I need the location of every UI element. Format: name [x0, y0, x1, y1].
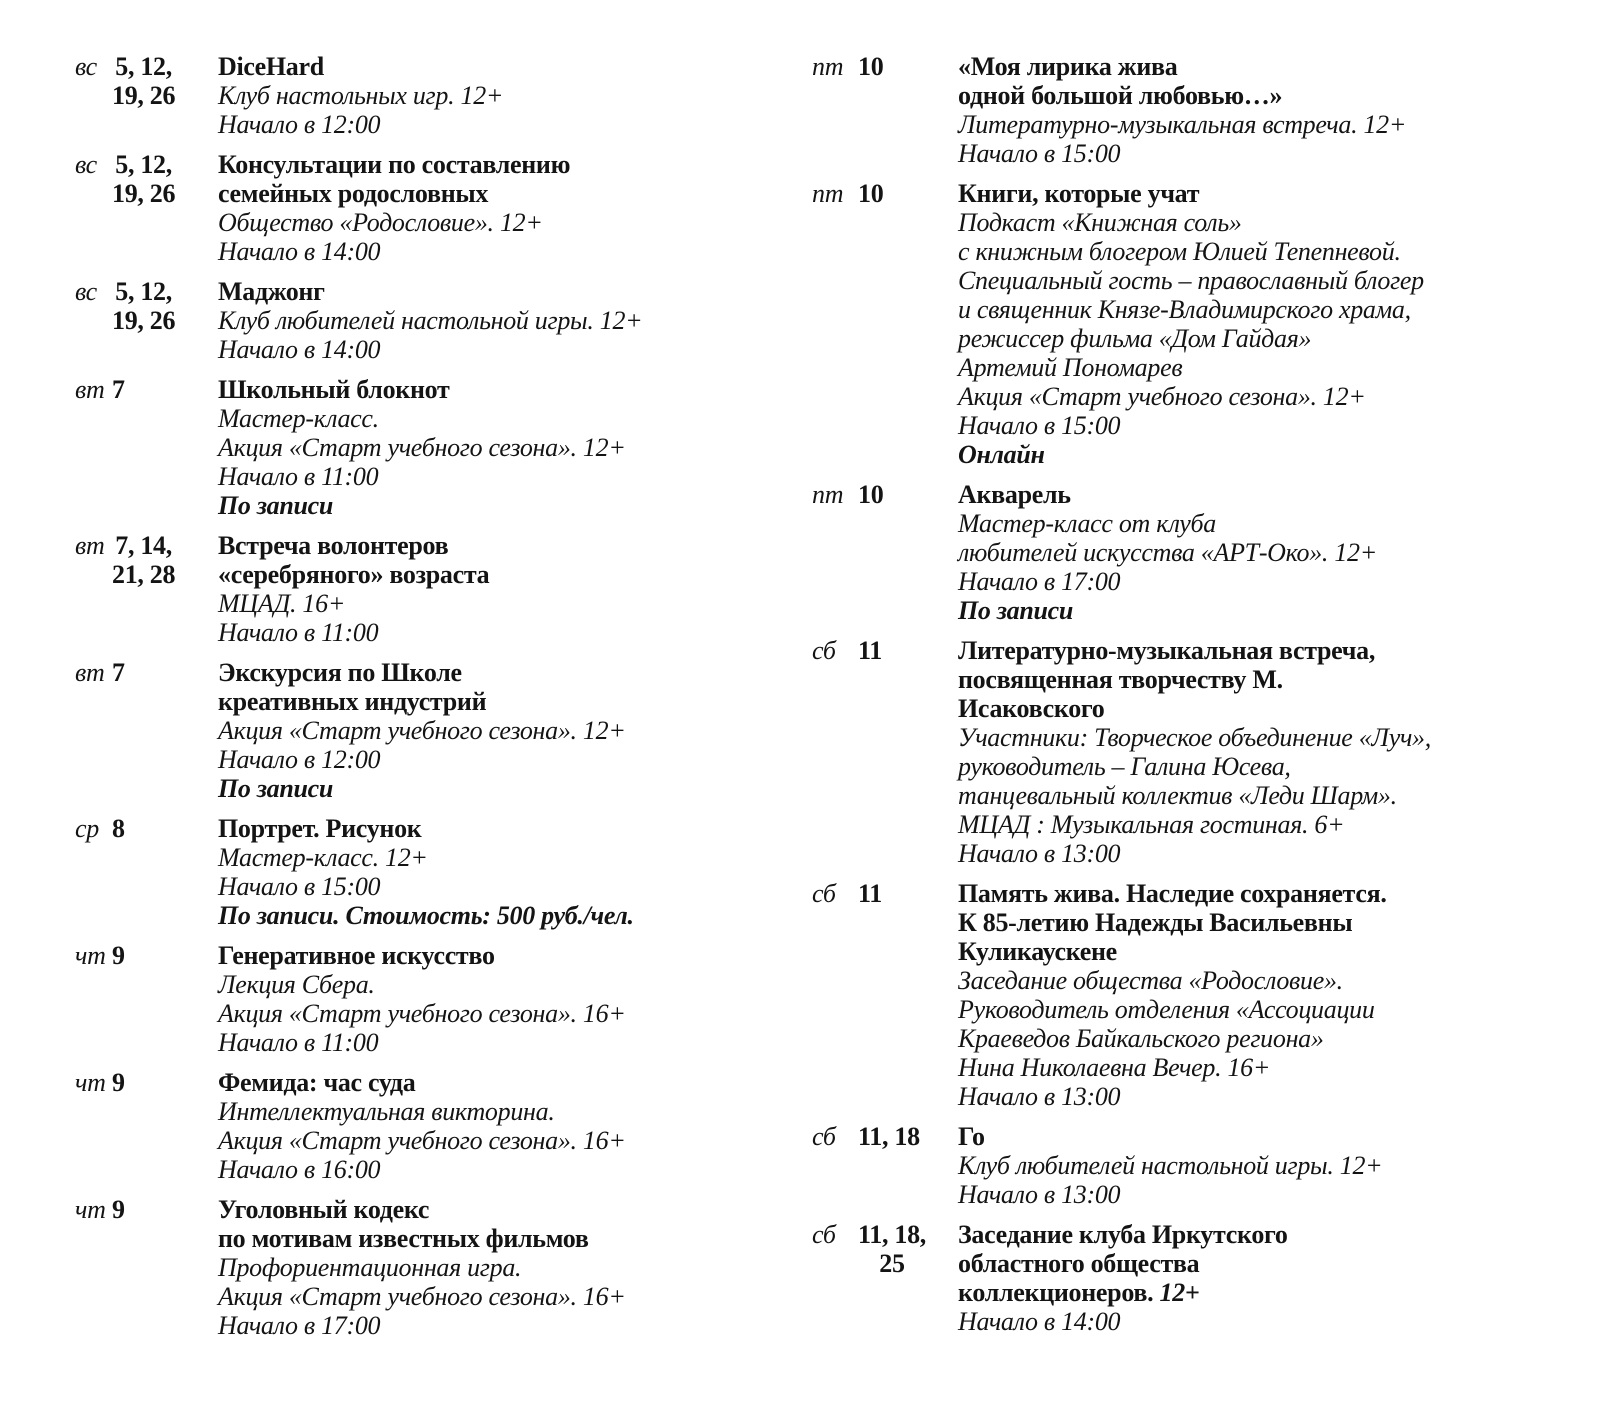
- event-desc-line: Краеведов Байкальского региона»: [958, 1024, 1324, 1053]
- event-desc-line: и священник Князе-Владимирского храма,: [958, 295, 1411, 324]
- event-title-line: Портрет. Рисунок: [218, 814, 422, 843]
- event-date-line: 9: [112, 1068, 125, 1097]
- schedule-column-left: [75, 52, 737, 1340]
- event-date-line: 5, 12,: [115, 150, 172, 179]
- event-day-abbrev: вт: [75, 375, 105, 404]
- event-date-cell: [812, 179, 958, 208]
- event-date-line: 7: [112, 375, 125, 404]
- event-day-abbrev: вт: [75, 531, 105, 560]
- event-desc-line: руководитель – Галина Юсева,: [958, 752, 1291, 781]
- event-dates: [112, 52, 175, 110]
- event-date-cell: [75, 531, 218, 589]
- event-day-abbrev: сб: [812, 1122, 836, 1151]
- event-day-abbrev: вс: [75, 52, 97, 81]
- event-day-abbrev: сб: [812, 636, 836, 665]
- event-date-cell: [812, 879, 958, 908]
- event-row: [75, 375, 737, 520]
- event-desc-line: Акция «Старт учебного сезона». 12+: [958, 382, 1366, 411]
- event-desc-line: Начало в 12:00: [218, 745, 381, 774]
- event-title-line: областного общества: [958, 1249, 1200, 1278]
- event-note-line: По записи: [958, 596, 1074, 625]
- event-day-abbrev: чт: [75, 1068, 106, 1097]
- event-title-line: Консультации по составлению: [218, 150, 571, 179]
- event-desc-line: Мастер-класс. 12+: [218, 843, 428, 872]
- event-date-line: 11: [858, 636, 882, 665]
- event-desc-line: танцевальный коллектив «Леди Шарм».: [958, 781, 1397, 810]
- event-date-line: 9: [112, 941, 125, 970]
- event-date-cell: [75, 814, 218, 843]
- event-row: [75, 52, 737, 139]
- event-dates: [858, 636, 882, 665]
- event-content: [958, 1220, 1522, 1336]
- event-desc-line: Начало в 11:00: [218, 618, 379, 647]
- event-desc-line: Руководитель отделения «Ассоциации: [958, 995, 1375, 1024]
- event-row: [812, 636, 1522, 868]
- event-row: [75, 150, 737, 266]
- event-note-line: Онлайн: [958, 440, 1045, 469]
- event-desc-line: Начало в 13:00: [958, 839, 1121, 868]
- event-content: [958, 480, 1522, 625]
- event-row: [812, 1122, 1522, 1209]
- event-desc-line: Заседание общества «Родословие».: [958, 966, 1343, 995]
- event-title-line: Заседание клуба Иркутского: [958, 1220, 1288, 1249]
- event-title-line: Школьный блокнот: [218, 375, 450, 404]
- event-desc-line: Клуб настольных игр. 12+: [218, 81, 504, 110]
- event-date-line: 25: [879, 1249, 905, 1278]
- event-desc-line: Специальный гость – православный блогер: [958, 266, 1424, 295]
- event-title-line: Го: [958, 1122, 985, 1151]
- event-row: [75, 277, 737, 364]
- event-title-line: коллекционеров. 12+: [958, 1278, 1200, 1307]
- event-desc-line: Начало в 13:00: [958, 1082, 1121, 1111]
- event-date-line: 11: [858, 879, 882, 908]
- event-row: [75, 941, 737, 1057]
- event-note-line: По записи. Стоимость: 500 руб./чел.: [218, 901, 634, 930]
- event-content: [958, 1122, 1522, 1209]
- event-date-line: 10: [858, 480, 884, 509]
- event-desc-line: Начало в 13:00: [958, 1180, 1121, 1209]
- event-title-line: «Моя лирика жива: [958, 52, 1178, 81]
- event-desc-line: Начало в 17:00: [958, 567, 1121, 596]
- event-desc-line: МЦАД : Музыкальная гостиная. 6+: [958, 810, 1345, 839]
- event-content: [218, 375, 737, 520]
- event-desc-line: Артемий Пономарев: [958, 353, 1183, 382]
- event-day-abbrev: чт: [75, 941, 106, 970]
- event-row: [75, 1068, 737, 1184]
- event-date-cell: [812, 1220, 958, 1278]
- event-note-line: По записи: [218, 491, 334, 520]
- event-date-line: 11, 18: [858, 1122, 920, 1151]
- event-title-line: К 85-летию Надежды Васильевны: [958, 908, 1353, 937]
- event-note-line: По записи: [218, 774, 334, 803]
- event-date-line: 10: [858, 179, 884, 208]
- event-dates: [858, 1220, 926, 1278]
- event-desc-line: любителей искусства «АРТ-Око». 12+: [958, 538, 1377, 567]
- event-title-line: Исаковского: [958, 694, 1105, 723]
- event-content: [218, 1068, 737, 1184]
- event-dates: [112, 941, 125, 970]
- event-desc-line: Профориентационная игра.: [218, 1253, 522, 1282]
- event-title-line: по мотивам известных фильмов: [218, 1224, 589, 1253]
- event-title-line: Акварель: [958, 480, 1071, 509]
- event-title-line: DiceHard: [218, 52, 324, 81]
- event-day-abbrev: ср: [75, 814, 99, 843]
- event-day-abbrev: пт: [812, 480, 844, 509]
- event-title-line: креативных индустрий: [218, 687, 487, 716]
- event-content: [218, 52, 737, 139]
- event-title-line: посвященная творчеству М.: [958, 665, 1283, 694]
- event-row: [75, 1195, 737, 1340]
- event-date-line: 7: [112, 658, 125, 687]
- event-date-cell: [75, 941, 218, 970]
- event-date-cell: [75, 658, 218, 687]
- event-desc-line: Участники: Творческое объединение «Луч»,: [958, 723, 1431, 752]
- event-date-cell: [75, 1195, 218, 1224]
- event-title-line: Фемида: час суда: [218, 1068, 416, 1097]
- event-day-abbrev: пт: [812, 179, 844, 208]
- event-content: [218, 941, 737, 1057]
- event-day-abbrev: вт: [75, 658, 105, 687]
- event-dates: [858, 879, 882, 908]
- event-day-abbrev: вс: [75, 150, 97, 179]
- event-desc-line: Начало в 14:00: [218, 335, 381, 364]
- event-date-cell: [812, 480, 958, 509]
- event-desc-line: Акция «Старт учебного сезона». 16+: [218, 999, 626, 1028]
- event-date-cell: [812, 1122, 958, 1151]
- event-date-line: 11, 18,: [858, 1220, 926, 1249]
- event-content: [958, 879, 1522, 1111]
- event-date-cell: [75, 375, 218, 404]
- event-dates: [112, 375, 125, 404]
- event-desc-line: Начало в 14:00: [958, 1307, 1121, 1336]
- event-date-cell: [75, 277, 218, 335]
- event-date-line: 19, 26: [112, 306, 176, 335]
- event-dates: [112, 658, 125, 687]
- event-date-line: 5, 12,: [115, 277, 172, 306]
- event-desc-line: Акция «Старт учебного сезона». 16+: [218, 1282, 626, 1311]
- event-date-cell: [75, 52, 218, 110]
- event-content: [218, 814, 737, 930]
- event-day-abbrev: сб: [812, 1220, 836, 1249]
- event-date-line: 5, 12,: [115, 52, 172, 81]
- event-dates: [112, 1068, 125, 1097]
- event-content: [958, 52, 1522, 168]
- event-date-cell: [812, 52, 958, 81]
- event-date-cell: [812, 636, 958, 665]
- schedule-column-right: [812, 52, 1522, 1336]
- event-desc-line: с книжным блогером Юлией Тепепневой.: [958, 237, 1401, 266]
- event-dates: [112, 277, 175, 335]
- event-desc-line: Начало в 15:00: [958, 411, 1121, 440]
- event-title-line: одной большой любовью…»: [958, 81, 1283, 110]
- event-desc-line: Мастер-класс от клуба: [958, 509, 1216, 538]
- event-desc-line: Интеллектуальная викторина.: [218, 1097, 555, 1126]
- event-day-abbrev: вс: [75, 277, 97, 306]
- event-desc-line: Подкаст «Книжная соль»: [958, 208, 1242, 237]
- event-content: [958, 636, 1522, 868]
- event-desc-line: Клуб любителей настольной игры. 12+: [218, 306, 643, 335]
- event-date-cell: [75, 150, 218, 208]
- event-desc-line: Мастер-класс.: [218, 404, 379, 433]
- event-title-line: Уголовный кодекс: [218, 1195, 430, 1224]
- event-date-cell: [75, 1068, 218, 1097]
- event-row: [812, 879, 1522, 1111]
- event-desc-line: Клуб любителей настольной игры. 12+: [958, 1151, 1383, 1180]
- event-title-line: Куликаускене: [958, 937, 1117, 966]
- event-row: [812, 52, 1522, 168]
- event-desc-line: Начало в 15:00: [958, 139, 1121, 168]
- event-desc-line: Начало в 12:00: [218, 110, 381, 139]
- event-dates: [858, 480, 883, 509]
- event-desc-line: Литературно-музыкальная встреча. 12+: [958, 110, 1407, 139]
- event-content: [218, 1195, 737, 1340]
- event-desc-line: Начало в 17:00: [218, 1311, 381, 1340]
- event-content: [958, 179, 1522, 469]
- event-dates: [112, 1195, 125, 1224]
- event-dates: [858, 179, 883, 208]
- event-title-line: Экскурсия по Школе: [218, 658, 462, 687]
- event-desc-line: Акция «Старт учебного сезона». 16+: [218, 1126, 626, 1155]
- event-date-line: 21, 28: [112, 560, 176, 589]
- event-day-abbrev: сб: [812, 879, 836, 908]
- event-date-line: 9: [112, 1195, 125, 1224]
- event-date-line: 8: [112, 814, 125, 843]
- event-row: [75, 658, 737, 803]
- event-dates: [858, 1122, 920, 1151]
- event-desc-line: Общество «Родословие». 12+: [218, 208, 543, 237]
- event-desc-line: Акция «Старт учебного сезона». 12+: [218, 433, 626, 462]
- event-desc-line: Лекция Сбера.: [218, 970, 375, 999]
- event-row: [75, 814, 737, 930]
- event-content: [218, 150, 737, 266]
- event-dates: [112, 531, 175, 589]
- event-day-abbrev: пт: [812, 52, 844, 81]
- event-content: [218, 658, 737, 803]
- event-title-line: Книги, которые учат: [958, 179, 1200, 208]
- event-title-line: Встреча волонтеров: [218, 531, 449, 560]
- event-title-line: семейных родословных: [218, 179, 489, 208]
- event-row: [812, 1220, 1522, 1336]
- event-date-line: 7, 14,: [115, 531, 172, 560]
- age-rating-italic: 12+: [1153, 1278, 1200, 1307]
- event-dates: [112, 150, 175, 208]
- event-desc-line: Нина Николаевна Вечер. 16+: [958, 1053, 1271, 1082]
- event-desc-line: Начало в 11:00: [218, 462, 379, 491]
- event-desc-line: Начало в 15:00: [218, 872, 381, 901]
- event-row: [75, 531, 737, 647]
- event-desc-line: МЦАД. 16+: [218, 589, 346, 618]
- event-desc-line: Начало в 16:00: [218, 1155, 381, 1184]
- event-title-line: Память жива. Наследие сохраняется.: [958, 879, 1387, 908]
- event-day-abbrev: чт: [75, 1195, 106, 1224]
- event-desc-line: Начало в 14:00: [218, 237, 381, 266]
- event-desc-line: Акция «Старт учебного сезона». 12+: [218, 716, 626, 745]
- event-dates: [858, 52, 883, 81]
- event-date-line: 19, 26: [112, 179, 176, 208]
- event-title-line: «серебряного» возраста: [218, 560, 490, 589]
- event-content: [218, 531, 737, 647]
- event-row: [812, 480, 1522, 625]
- event-desc-line: режиссер фильма «Дом Гайдая»: [958, 324, 1312, 353]
- event-title-line: Маджонг: [218, 277, 325, 306]
- event-title-line: Генеративное искусство: [218, 941, 495, 970]
- event-desc-line: Начало в 11:00: [218, 1028, 379, 1057]
- event-date-line: 10: [858, 52, 884, 81]
- event-date-line: 19, 26: [112, 81, 176, 110]
- event-content: [218, 277, 737, 364]
- event-dates: [112, 814, 125, 843]
- event-title-line: Литературно-музыкальная встреча,: [958, 636, 1376, 665]
- event-row: [812, 179, 1522, 469]
